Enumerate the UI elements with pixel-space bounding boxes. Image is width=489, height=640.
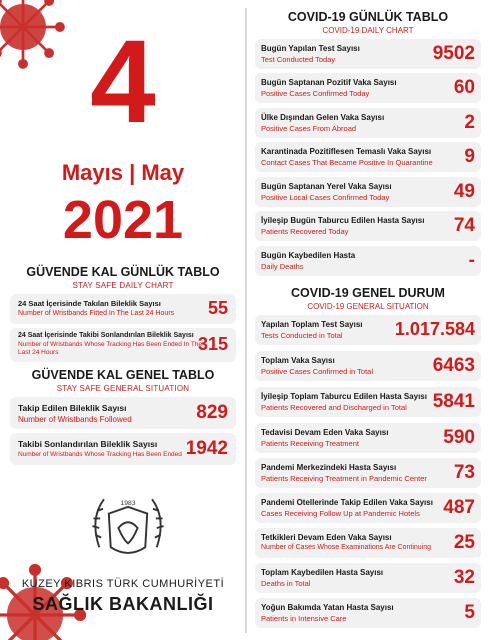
stat-card	[255, 493, 481, 523]
day-number: 4	[90, 16, 156, 148]
stat-label-en: Test Conducted Today	[261, 55, 336, 64]
stat-value: 25	[453, 532, 475, 553]
year-label: 2021	[62, 190, 184, 250]
stat-card	[255, 458, 481, 488]
stat-label-tr: Ülke Dışından Gelen Vaka Sayısı	[261, 113, 385, 122]
stat-label-en: Patients Receiving Treatment in Pandemic Center	[261, 474, 427, 483]
stat-value: 74	[453, 215, 475, 236]
stat-label-tr: Takibi Sonlandırılan Bileklik Sayısı	[18, 439, 158, 449]
emblem-year: 1983	[120, 499, 136, 507]
stat-value: 590	[443, 427, 475, 448]
stat-card	[255, 315, 481, 345]
stat-label-en: Positive Local Cases Confirmed Today	[261, 193, 390, 202]
ministry-name: SAĞLIK BAKANLIĞI	[32, 594, 214, 614]
stat-card	[255, 39, 481, 69]
right-column	[255, 0, 481, 640]
stat-label-tr: Pandemi Otellerinde Takip Edilen Vaka Sayısı	[261, 498, 433, 507]
stat-value: -	[468, 250, 475, 271]
stat-label-en: Patients Receiving Treatment	[261, 439, 359, 448]
daily-table-title: COVID-19 GÜNLÜK TABLO	[287, 10, 449, 24]
stat-card	[255, 73, 481, 103]
ministry-country: KUZEY KIBRIS TÜRK CUMHURİYETİ	[21, 578, 225, 590]
stat-label-en: Number of Wristbands Followed	[18, 415, 132, 424]
stat-card	[255, 423, 481, 453]
stat-label-tr: İyileşip Bugün Taburcu Edilen Hasta Sayısı	[261, 216, 425, 225]
stat-label-en: Daily Deaths	[261, 262, 304, 271]
stat-label-tr: Bugün Kaybedilen Hasta	[261, 251, 356, 260]
stat-label-tr: Karantinada Pozitiflesen Temaslı Vaka Sayısı	[261, 147, 432, 156]
stat-label-tr: 24 Saat İçerisinde Takibi Sonlandırılan Bileklik Sayısı	[18, 332, 194, 339]
stat-card	[10, 397, 236, 429]
stat-label-en: Positive Cases From Abroad	[261, 124, 357, 133]
stat-label-en: Tests Conducted in Total	[261, 331, 343, 340]
general-table-title: COVID-19 GENEL DURUM	[291, 286, 445, 300]
stat-card	[255, 387, 481, 417]
stat-label-en: Number of Wristbands Whose Tracking Has Been Ended	[18, 451, 182, 458]
stat-value: 829	[196, 402, 228, 423]
general-stay-safe-title: GÜVENDE KAL GENEL TABLO	[31, 368, 215, 382]
stat-label-en: Number of Cases Whose Examinations Are Continuing	[261, 544, 432, 551]
stat-value: 5841	[432, 391, 475, 412]
column-divider	[245, 8, 247, 633]
stat-card	[255, 528, 481, 558]
general-table-subtitle: COVID-19 GENERAL SITUATION	[307, 302, 429, 311]
stat-label-tr: İyileşip Toplam Taburcu Edilen Hasta Sayısı	[261, 392, 427, 401]
stat-label-en: Positive Cases Confirmed in Total	[261, 367, 373, 376]
stat-card	[255, 211, 481, 241]
stat-value: 73	[453, 462, 475, 483]
stat-card	[10, 294, 236, 324]
stat-value: 32	[453, 567, 475, 588]
daily-stay-safe-title: GÜVENDE KAL GÜNLÜK TABLO	[26, 265, 220, 279]
stat-label-en: Deaths in Total	[261, 579, 311, 588]
stat-value: 315	[197, 334, 228, 354]
stat-label-tr: Bugün Saptanan Pozitif Vaka Sayısı	[261, 78, 397, 87]
stat-label-tr: Takip Edilen Bileklik Sayısı	[18, 403, 127, 413]
stat-label-en: Patients Recovered and Discharged in Total	[261, 403, 407, 412]
stat-label-tr: Tetkikleri Devam Eden Vaka Sayısı	[261, 533, 392, 542]
stat-label-en: Cases Receiving Follow Up at Pandemic Hotels	[261, 509, 420, 518]
stat-value: 5	[464, 602, 475, 623]
stat-label-tr: 24 Saat İçerisinde Takılan Bileklik Sayısı	[18, 299, 161, 308]
stat-value: 9	[464, 146, 475, 167]
stat-card	[255, 142, 481, 172]
stat-value: 2	[464, 112, 475, 133]
stat-card	[255, 108, 481, 138]
month-label: Mayıs | May	[61, 160, 185, 185]
stat-value: 49	[453, 181, 475, 202]
stat-label-tr: Yoğun Bakımda Yatan Hasta Sayısı	[261, 603, 394, 612]
stat-label-tr: Bugün Saptanan Yerel Vaka Sayısı	[261, 182, 392, 191]
left-column	[10, 0, 236, 640]
stat-label-en: Positive Cases Confirmed Today	[261, 89, 370, 98]
stat-value: 6463	[432, 355, 475, 376]
general-stay-safe-subtitle: STAY SAFE GENERAL SITUATION	[56, 384, 190, 393]
stat-value: 60	[453, 77, 475, 98]
stat-label-tr: Pandemi Merkezindeki Hasta Sayısı	[261, 463, 397, 472]
stat-label-tr: Bugün Yapılan Test Sayısı	[261, 44, 360, 53]
stat-card	[255, 563, 481, 593]
stat-label-tr: Toplam Kaybedilen Hasta Sayısı	[261, 568, 384, 577]
stat-value: 1.017.584	[394, 319, 475, 339]
stat-card	[10, 433, 236, 465]
stat-card	[255, 351, 481, 381]
daily-table-subtitle: COVID-19 DAILY CHART	[322, 26, 414, 35]
stat-card	[10, 328, 236, 362]
stat-card	[255, 246, 481, 276]
stat-card	[255, 598, 481, 628]
stat-label-tr: Yapılan Toplam Test Sayısı	[261, 320, 363, 329]
stat-value: 1942	[185, 438, 228, 459]
stat-value: 9502	[432, 43, 475, 64]
stat-card	[255, 177, 481, 207]
stat-label-en: Patients in Intensive Care	[261, 614, 347, 623]
stat-label-en: Number of Wristbands Whose Tracking Has Been Ended In The Last 24 Hours	[18, 341, 203, 356]
state-emblem-icon	[80, 480, 176, 576]
stat-value: 55	[207, 298, 228, 318]
stat-value: 487	[443, 497, 475, 518]
stat-label-tr: Tedavisi Devam Eden Vaka Sayısı	[261, 428, 389, 437]
daily-stay-safe-subtitle: STAY SAFE DAILY CHART	[72, 281, 174, 290]
stat-label-en: Number of Wristbands Fitted In The Last 24 Hours	[18, 310, 175, 317]
stat-label-en: Patients Recovered Today	[261, 227, 349, 236]
stat-label-tr: Toplam Vaka Sayısı	[261, 356, 335, 365]
stat-label-en: Contact Cases That Became Positive In Quarantine	[261, 158, 433, 167]
